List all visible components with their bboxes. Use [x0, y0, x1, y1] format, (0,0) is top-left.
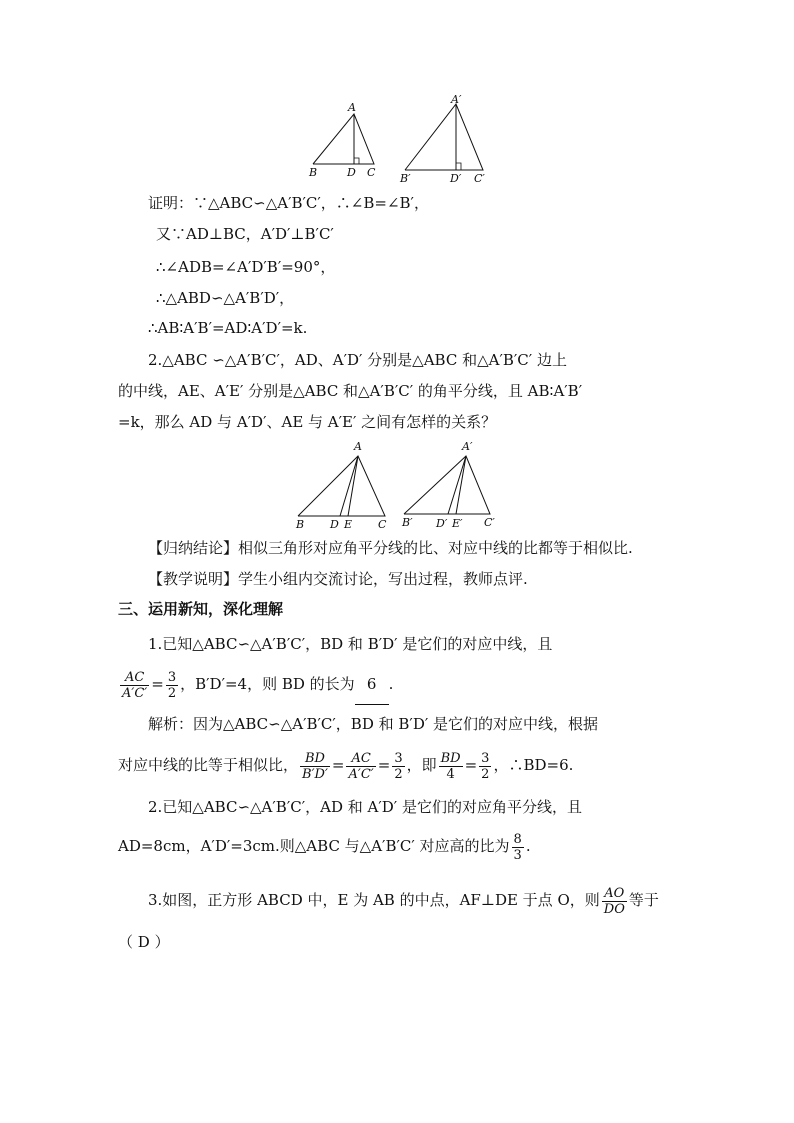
label-A: A [354, 440, 362, 453]
fraction-ac-over-a-prime-c-prime: $\frac{AC}{A'C'}$ [122, 669, 148, 701]
exercise-3-line-1: 3.如图，正方形 ABCD 中，E 为 AB 的中点，AF⊥DE 于点 O，则 $\frac{AO}{DO}$ 等于 [148, 885, 659, 917]
label-C-prime: C′ [484, 516, 495, 529]
teaching-note: 【教学说明】学生小组内交流讨论，写出过程，教师点评. [148, 570, 528, 588]
exercise-1-line-1: 1.已知△ABC∽△A′B′C′，BD 和 B′D′ 是它们的对应中线，且 [148, 635, 553, 653]
proof-line-1: 证明：∵△ABC∽△A′B′C′，∴∠B=∠B′， [148, 194, 429, 212]
proof-line-2: 又∵AD⊥BC，A′D′⊥B′C′ [156, 225, 334, 243]
proof-line-5: ∴AB∶A′B′=AD∶A′D′=k. [148, 319, 308, 337]
solution-1-line-2: 对应中线的比等于相似比， $\frac{BD}{B'D'}$ = $\frac{AC}{A'C'}$ = $\frac{3}{2}$ ，即 $\frac{BD}{4}$ = $\frac{3}{2}$ ，∴BD=6. [118, 750, 574, 782]
fraction-three-halves: $\frac{3}{2}$ [394, 750, 403, 782]
label-E-prime: E′ [452, 517, 463, 530]
fraction-three-halves-2: $\frac{3}{2}$ [481, 750, 490, 782]
label-C: C [367, 166, 376, 179]
question-2-line-3: =k，那么 AD 与 A′D′、AE 与 A′E′ 之间有怎样的关系？ [118, 413, 497, 431]
label-A-prime: A′ [462, 440, 473, 453]
label-C-prime: C′ [474, 172, 485, 185]
fraction-ao-over-do: $\frac{AO}{DO}$ [603, 885, 625, 917]
label-A: A [348, 101, 356, 114]
summary-conclusion: 【归纳结论】相似三角形对应角平分线的比、对应中线的比都等于相似比. [148, 539, 633, 557]
exercise-2-line-1: 2.已知△ABC∽△A′B′C′，AD 和 A′D′ 是它们的对应角平分线，且 [148, 798, 582, 816]
label-D: D [347, 166, 356, 179]
proof-line-3: ∴∠ADB=∠A′D′B′=90°， [156, 258, 336, 276]
answer-blank: 6 [355, 664, 389, 705]
exercise-1-line-2: $\frac{AC}{A'C'}$ = $\frac{3}{2}$ ，B′D′=4，则 BD 的长为 6 . [118, 664, 393, 704]
question-2-line-2: 的中线，AE、A′E′ 分别是△ABC 和△A′B′C′ 的角平分线，且 AB∶A′B′ [118, 382, 583, 400]
label-B-prime: B′ [400, 172, 411, 185]
fraction-three-halves: $\frac{3}{2}$ [167, 669, 177, 701]
fraction-bd-over-four: $\frac{BD}{4}$ [440, 750, 461, 782]
exercise-2-line-2: AD=8cm，A′D′=3cm.则△ABC 与△A′B′C′ 对应高的比为 $\frac{8}{3}$ . [118, 831, 531, 863]
question-2-line-1: 2.△ABC ∽△A′B′C′，AD、A′D′ 分别是△ABC 和△A′B′C′ 边上 [148, 351, 567, 369]
label-B: B [296, 518, 305, 531]
section-heading-3: 三、运用新知，深化理解 [118, 600, 284, 618]
label-D: D [330, 518, 339, 531]
figure-triangles-median-bisector [290, 436, 510, 536]
label-C: C [378, 518, 387, 531]
fraction-eight-thirds: $\frac{8}{3}$ [513, 831, 522, 863]
label-D-prime: D′ [436, 517, 448, 530]
fraction-ac-over-a-prime-c-prime: $\frac{AC}{A'C'}$ [348, 750, 374, 782]
label-A-prime: A′ [451, 93, 462, 106]
exercise-3-answer: （ D ） [118, 933, 170, 951]
label-D-prime: D′ [450, 172, 462, 185]
label-E: E [344, 518, 353, 531]
label-B: B [309, 166, 318, 179]
label-B-prime: B′ [402, 516, 413, 529]
fraction-bd-over-b-prime-d-prime: $\frac{BD}{B'D'}$ [302, 750, 328, 782]
solution-1-line-1: 解析：因为△ABC∽△A′B′C′，BD 和 B′D′ 是它们的对应中线，根据 [148, 715, 599, 733]
figure-similar-right-triangles [300, 92, 500, 187]
proof-line-4: ∴△ABD∽△A′B′D′， [156, 289, 295, 307]
